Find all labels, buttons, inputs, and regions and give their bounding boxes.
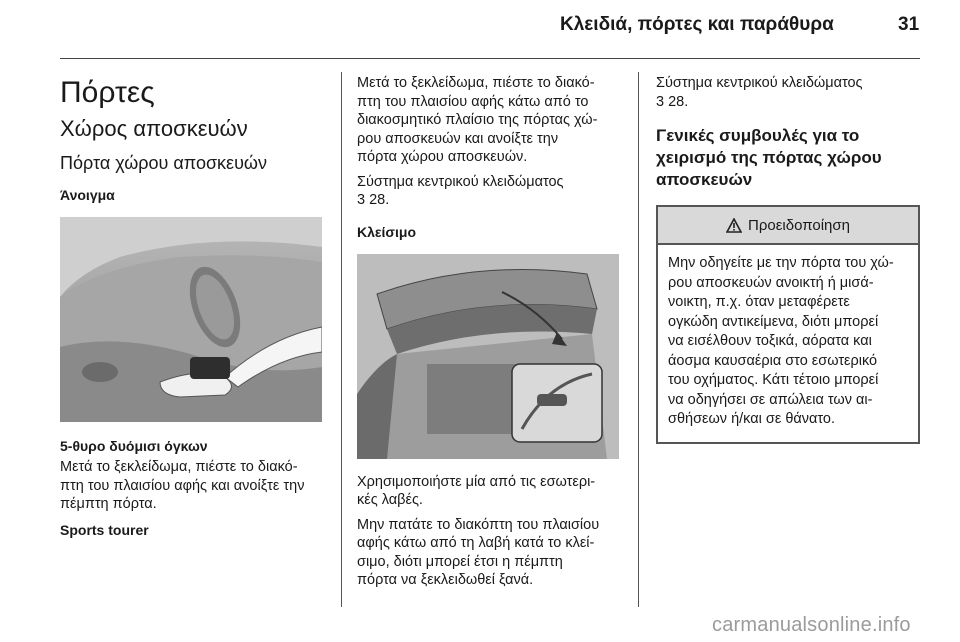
paragraph-tourer-line-5: πόρτα χώρου αποσκευών. — [357, 149, 528, 165]
running-header-title: Κλειδιά, πόρτες και παράθυρα — [560, 14, 834, 35]
section-heading-luggage-space: Χώρος αποσκευών — [60, 116, 248, 141]
paragraph-handles-line-1: Χρησιμοποιήστε μία από τις εσωτερι- — [357, 473, 596, 490]
cross-reference-page-2[interactable]: 3 28. — [656, 93, 689, 110]
subsection-heading-tailgate: Πόρτα χώρου αποσκευών — [60, 153, 267, 173]
photo-tailgate-opening — [60, 217, 322, 422]
paragraph-switch-line-4: πόρτα να ξεκλειδωθεί ξανά. — [357, 572, 534, 588]
warning-line-7: του οχήματος. Κάτι τέτοιο μπορεί — [668, 372, 879, 388]
page-number: 31 — [898, 14, 920, 35]
warning-body — [658, 245, 918, 442]
subheading-5-door-hatchback: 5-θυρο δυόμισι όγκων — [60, 438, 208, 454]
warning-box — [656, 205, 920, 444]
warning-line-3: νοικτη, π.χ. όταν μεταφέρετε — [668, 294, 850, 310]
cross-reference-central-locking-2[interactable]: Σύστημα κεντρικού κλειδώματος — [656, 75, 863, 91]
section-heading-doors: Πόρτες — [60, 76, 155, 109]
cross-reference-page[interactable]: 3 28. — [357, 192, 390, 208]
heading-general-advice-line-3: αποσκευών — [656, 170, 753, 189]
column-divider-2 — [638, 72, 639, 607]
paragraph-handles-line-2: κές λαβές. — [357, 492, 423, 508]
paragraph-tourer-line-2: πτη του πλαισίου αφής κάτω από το — [357, 93, 589, 110]
warning-line-8: να οδηγήσει σε απώλεια των αι- — [668, 391, 873, 408]
subheading-sports-tourer: Sports tourer — [60, 521, 149, 538]
column-divider-1 — [341, 72, 342, 607]
paragraph-switch-line-3: σιμο, διότι μπορεί έτσι η πέμπτη — [357, 553, 563, 570]
warning-line-6: άοσμα καυσαέρια στο εσωτερικό — [668, 352, 878, 369]
paragraph-hatchback-line-2: πτη του πλαισίου αφής και ανοίξτε την — [60, 477, 305, 494]
paragraph-tourer-line-4: ρου αποσκευών και ανοίξτε την — [357, 130, 559, 147]
column-1 — [60, 70, 328, 540]
warning-line-5: να εισέλθουν τοξικά, αόρατα και — [668, 333, 872, 349]
column-3 — [656, 74, 926, 444]
paragraph-switch-line-1: Μην πατάτε το διακόπτη του πλαισίου — [357, 516, 600, 533]
warning-line-9: σθήσεων ή/και σε θάνατο. — [668, 411, 836, 427]
heading-general-advice-line-2: χειρισμό της πόρτας χώρου — [656, 148, 882, 167]
warning-triangle-icon — [726, 218, 742, 233]
column-2 — [357, 74, 627, 590]
warning-header — [658, 207, 918, 245]
watermark[interactable]: carmanualsonline.info — [712, 614, 911, 636]
subheading-opening: Άνοιγμα — [60, 187, 115, 203]
cross-reference-central-locking[interactable]: Σύστημα κεντρικού κλειδώματος — [357, 173, 564, 190]
photo-tailgate-closing — [357, 254, 619, 459]
header-rule — [60, 58, 920, 59]
heading-general-advice-line-1: Γενικές συμβουλές για το — [656, 126, 860, 145]
warning-line-2: ρου αποσκευών ανοικτή ή μισά- — [668, 274, 874, 291]
warning-title: Προειδοποίηση — [748, 216, 850, 234]
paragraph-switch-line-2: αφής κάτω από τη λαβή κατά το κλεί- — [357, 535, 595, 551]
paragraph-tourer-line-1: Μετά το ξεκλείδωμα, πιέστε το διακό- — [357, 75, 595, 91]
subheading-closing: Κλείσιμο — [357, 223, 417, 240]
paragraph-hatchback-line-3: πέμπτη πόρτα. — [60, 496, 157, 512]
warning-line-1: Μην οδηγείτε με την πόρτα του χώ- — [668, 255, 894, 271]
warning-line-4: ογκώδη αντικείμενα, διότι μπορεί — [668, 313, 879, 330]
paragraph-hatchback-line-1: Μετά το ξεκλείδωμα, πιέστε το διακό- — [60, 459, 298, 475]
paragraph-tourer-line-3: διακοσμητικό πλαίσιο της πόρτας χώ- — [357, 112, 598, 128]
